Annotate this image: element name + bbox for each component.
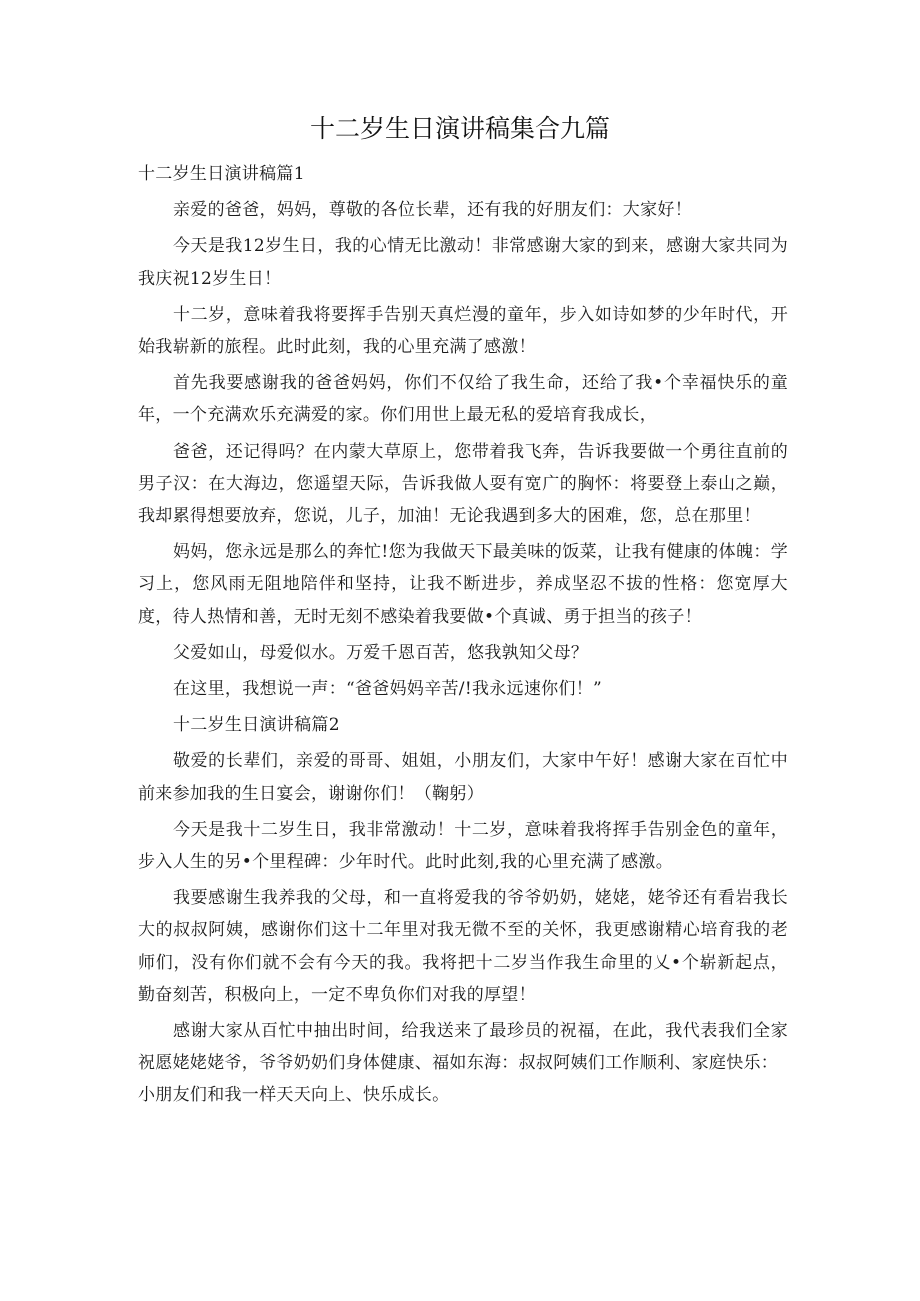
section-heading-2: 十二岁生日演讲稿篇2 xyxy=(173,715,340,736)
paragraph: 妈妈，您永远是那么的奔忙!您为我做天下最美味的饭菜，让我有健康的体魄：学习上，您风雨无阻地陪伴和坚持，让我不断进步，养成坚忍不拔的性格：您宽厚大度，待人热情和善，无时无刻不感染着我要做•个真诚、勇于担当的孩子！ xyxy=(138,542,788,627)
paragraph: 亲爱的爸爸，妈妈，尊敬的各位长辈，还有我的好朋友们：大家好！ xyxy=(173,200,692,221)
paragraph: 今天是我十二岁生日，我非常激动！十二岁，意味着我将挥手告别金色的童年，步入人生的另•个里程碑：少年时代。此时此刻,我的心里充满了感激。 xyxy=(138,819,788,873)
paragraph: 我要感谢生我养我的父母，和一直将爱我的爷爷奶奶，姥姥，姥爷还有看岩我长大的叔叔阿姨，感谢你们这十二年里对我无微不至的关怀，我更感谢精心培育我的老师们，没有你们就不会有今天的我。我将把十二岁当作我生命里的乂•个崭新起点，勤奋刻苦，积极向上，一定不卑负你们对我的厚望！ xyxy=(138,888,788,1005)
paragraph: 敬爱的长辈们，亲爱的哥哥、姐姐，小朋友们，大家中午好！感谢大家在百忙中前来参加我的生日宴会，谢谢你们！（鞠躬） xyxy=(138,751,788,804)
paragraph: 在这里，我想说一声：“爸爸妈妈辛苦/!我永远速你们！” xyxy=(173,679,603,700)
section-heading-1: 十二岁生日演讲稿篇1 xyxy=(138,164,305,184)
paragraph: 感谢大家从百忙中抽出时间，给我送来了最珍员的祝福，在此，我代表我们全家祝愿姥姥姥爷，爷爷奶奶们身体健康、福如东海：叔叔阿姨们工作顺利、家庭快乐： xyxy=(138,1021,788,1074)
document-title: 十二岁生日演讲稿集合九篇 xyxy=(309,114,610,143)
paragraph: 十二岁，意味着我将要挥手告别天真烂漫的童年，步入如诗如梦的少年时代，开始我崭新的旅程。此时此刻，我的心里充满了感激！ xyxy=(138,304,788,358)
paragraph: 小朋友们和我一样天天向上、快乐成长。 xyxy=(138,1085,450,1106)
paragraph: 父爱如山，母爱似水。万爱千恩百苦，悠我孰知父母？ xyxy=(173,642,589,663)
paragraph: 今天是我12岁生日，我的心情无比激动！非常感谢大家的到来，感谢大家共同为我庆祝12岁生日！ xyxy=(138,236,788,289)
paragraph: 首先我要感谢我的爸爸妈妈，你们不仅给了我生命，还给了我•个幸福快乐的童年，一个充满欢乐充满爱的家。你们用世上最无私的爱培育我成长， xyxy=(138,373,788,426)
document-body xyxy=(138,158,788,1116)
paragraph: 爸爸，还记得吗？在内蒙大草原上，您带着我飞奔，告诉我要做一个勇往直前的男子汉：在大海边，您遥望天际，告诉我做人耍有宽广的胸怀：将要登上泰山之巅，我却累得想要放弃，您说，儿子，加油！无论我遇到多大的困难，您，总在那里！ xyxy=(138,441,788,527)
